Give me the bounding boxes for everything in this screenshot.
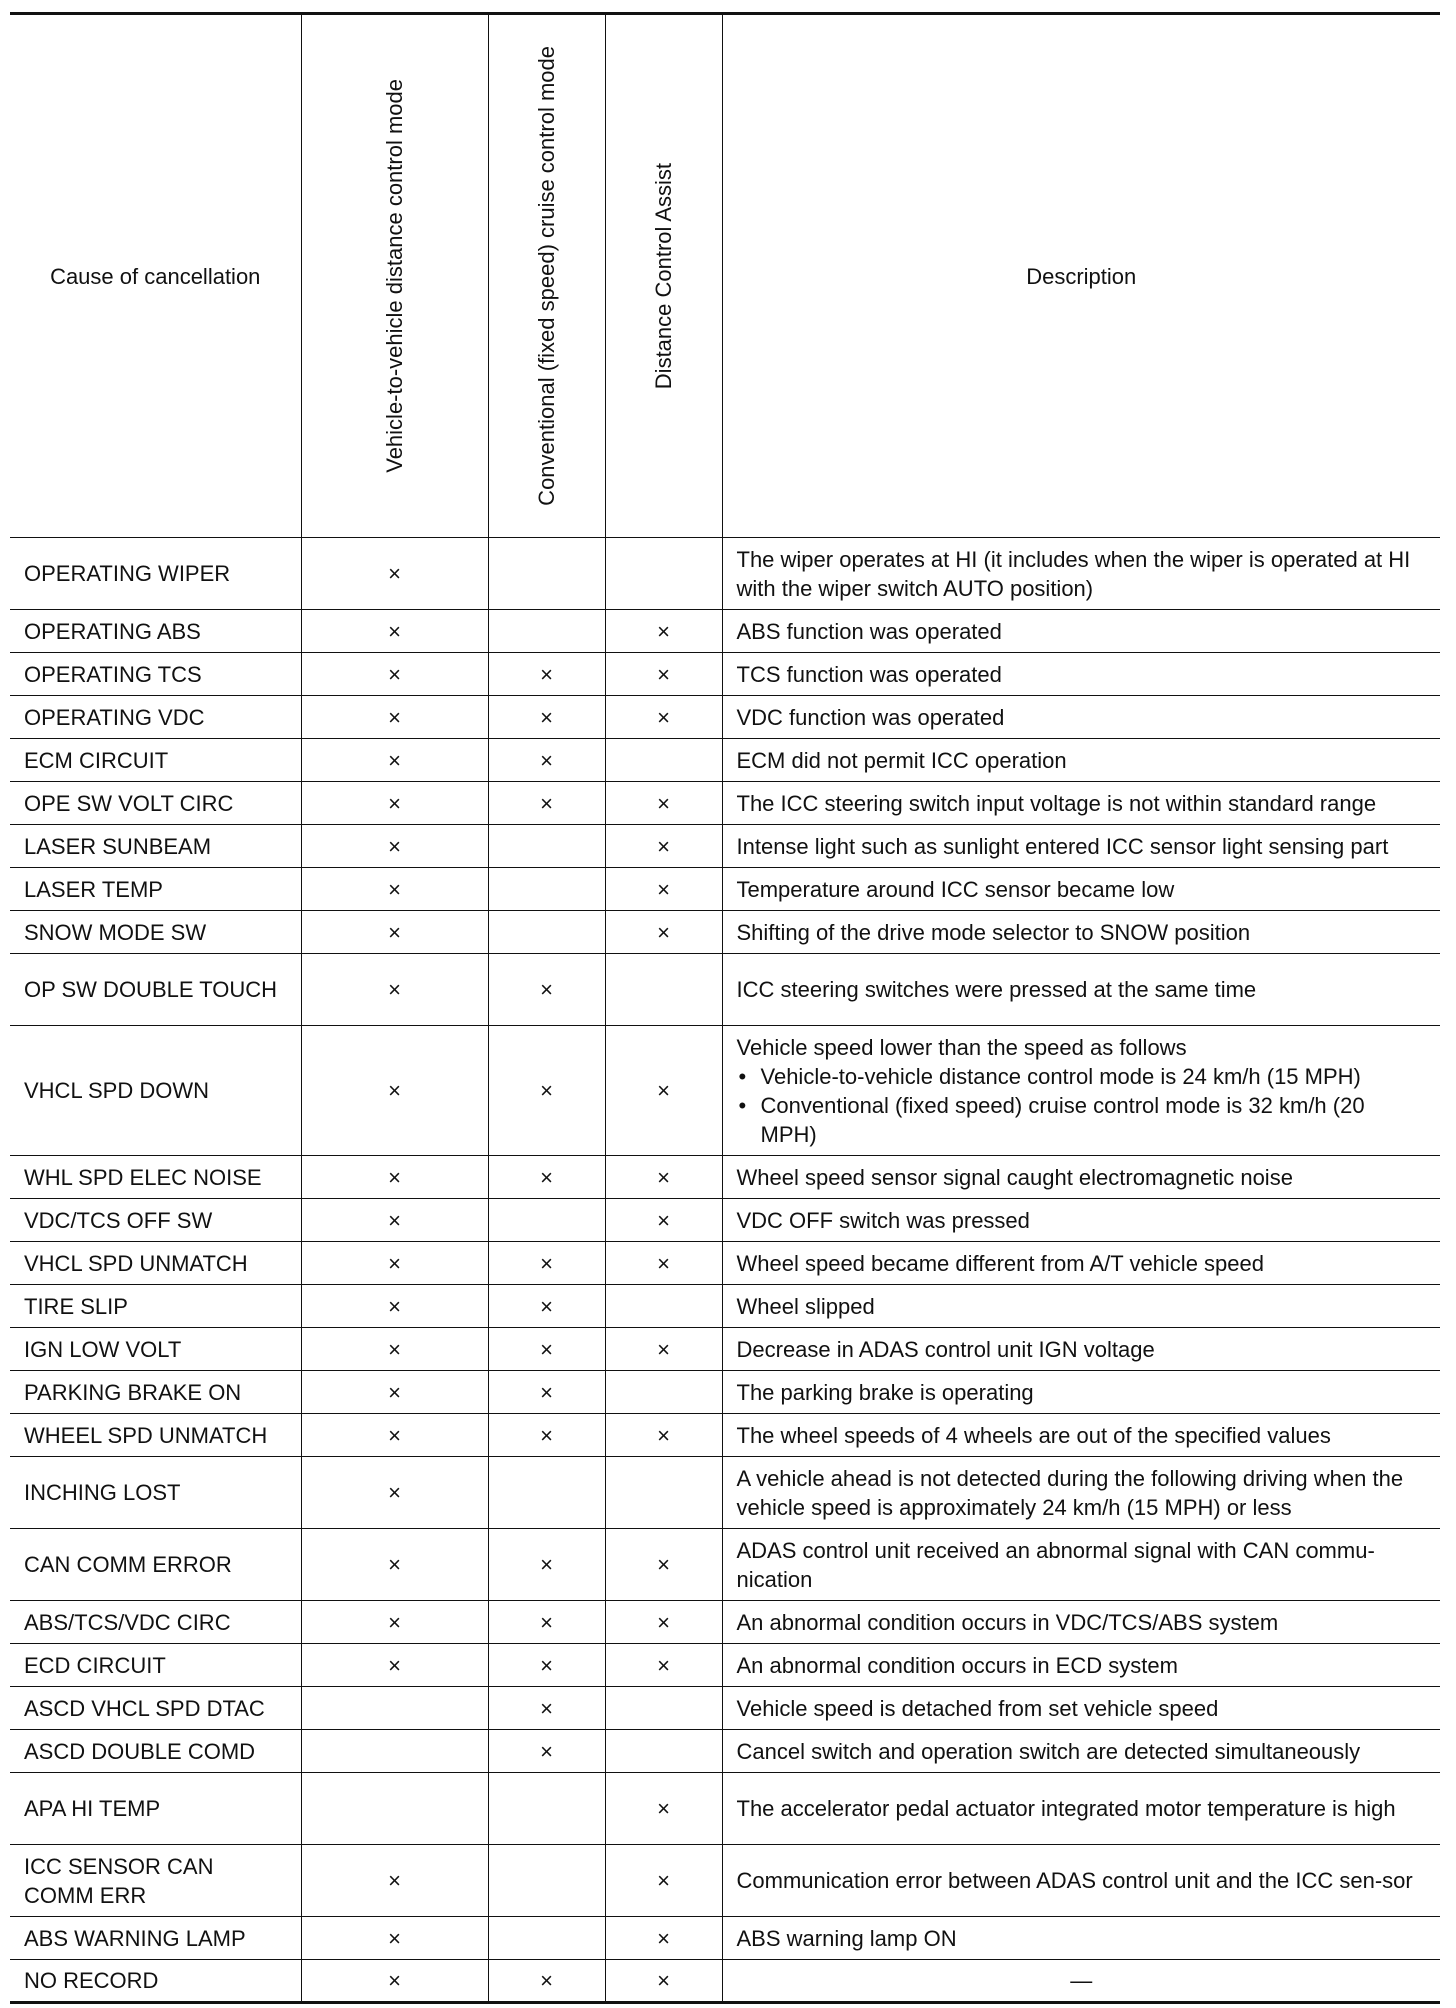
mode-a-mark xyxy=(301,1687,488,1730)
mode-b-mark xyxy=(488,911,605,954)
description-text: TCS function was operated xyxy=(736,661,1002,687)
description-cell xyxy=(722,1960,1440,2003)
description-cell xyxy=(722,1414,1440,1457)
mode-b-mark: × xyxy=(488,782,605,825)
mode-c-mark xyxy=(605,954,722,1026)
description-text: Vehicle speed is detached from set vehicle speed xyxy=(736,1695,1219,1721)
mode-a-mark xyxy=(301,1730,488,1773)
cause-cell: SNOW MODE SW xyxy=(10,911,301,954)
description-cell xyxy=(722,1199,1440,1242)
description-text: A vehicle ahead is not detected during the following driving when the vehicle speed is approximately 24 km/h (15 MPH) or less xyxy=(736,1465,1404,1520)
description-cell xyxy=(722,1328,1440,1371)
header-cause: Cause of cancellation xyxy=(10,14,301,538)
table-row xyxy=(10,1457,1440,1529)
header-mode-a-label: Vehicle-to-vehicle distance control mode xyxy=(382,79,407,473)
description-text: The parking brake is operating xyxy=(736,1379,1034,1405)
table-row xyxy=(10,653,1440,696)
mode-c-mark: × xyxy=(605,1156,722,1199)
table-row xyxy=(10,1328,1440,1371)
mode-a-mark: × xyxy=(301,1285,488,1328)
table-row xyxy=(10,1414,1440,1457)
description-text: The wiper operates at HI (it includes when the wiper is operated at HI with the wiper switch AUTO position) xyxy=(736,546,1411,601)
description-cell xyxy=(722,538,1440,610)
description-text: The wheel speeds of 4 wheels are out of the specified values xyxy=(736,1422,1331,1448)
description-cell xyxy=(722,782,1440,825)
mode-c-mark: × xyxy=(605,911,722,954)
header-mode-c-label: Distance Control Assist xyxy=(651,162,676,390)
mode-a-mark: × xyxy=(301,868,488,911)
description-text: Wheel speed became different from A/T vehicle speed xyxy=(736,1250,1264,1276)
description-text: Shifting of the drive mode selector to SNOW position xyxy=(736,919,1251,945)
mode-c-mark: × xyxy=(605,1773,722,1845)
mode-a-mark: × xyxy=(301,825,488,868)
cause-cell: ECM CIRCUIT xyxy=(10,739,301,782)
mode-a-mark: × xyxy=(301,1199,488,1242)
table-row xyxy=(10,610,1440,653)
cause-cell: OP SW DOUBLE TOUCH xyxy=(10,954,301,1026)
description-cell xyxy=(722,954,1440,1026)
description-cell xyxy=(722,1457,1440,1529)
header-mode-c xyxy=(605,14,722,538)
mode-a-mark: × xyxy=(301,739,488,782)
table-row xyxy=(10,1156,1440,1199)
cause-cell: VHCL SPD DOWN xyxy=(10,1026,301,1156)
mode-b-mark xyxy=(488,1917,605,1960)
header-mode-b xyxy=(488,14,605,538)
mode-a-mark: × xyxy=(301,1960,488,2003)
mode-c-mark: × xyxy=(605,1242,722,1285)
description-cell xyxy=(722,1242,1440,1285)
mode-c-mark xyxy=(605,739,722,782)
description-cell xyxy=(722,1371,1440,1414)
table-row xyxy=(10,1026,1440,1156)
mode-b-mark: × xyxy=(488,1730,605,1773)
mode-b-mark: × xyxy=(488,1529,605,1601)
description-bullet-item: • Vehicle-to-vehicle distance control mode is 24 km/h (15 MPH) xyxy=(737,1062,1427,1091)
description-text: ECM did not permit ICC operation xyxy=(736,747,1067,773)
header-mode-a xyxy=(301,14,488,538)
mode-b-mark: × xyxy=(488,1644,605,1687)
mode-b-mark xyxy=(488,1773,605,1845)
mode-c-mark: × xyxy=(605,782,722,825)
description-cell xyxy=(722,825,1440,868)
description-text: Vehicle speed lower than the speed as follows xyxy=(736,1034,1187,1060)
table-row xyxy=(10,1371,1440,1414)
cause-cell: CAN COMM ERROR xyxy=(10,1529,301,1601)
mode-a-mark: × xyxy=(301,1328,488,1371)
description-text: Cancel switch and operation switch are detected simultaneously xyxy=(736,1738,1361,1764)
cause-cell: APA HI TEMP xyxy=(10,1773,301,1845)
cancellation-cause-table xyxy=(10,12,1440,2004)
description-text: The ICC steering switch input voltage is not within standard range xyxy=(736,790,1377,816)
description-cell xyxy=(722,1917,1440,1960)
description-cell xyxy=(722,1026,1440,1156)
mode-a-mark: × xyxy=(301,1026,488,1156)
description-text: An abnormal condition occurs in ECD system xyxy=(736,1652,1178,1678)
description-cell xyxy=(722,1285,1440,1328)
cause-cell: ABS/TCS/VDC CIRC xyxy=(10,1601,301,1644)
description-cell xyxy=(722,1529,1440,1601)
cause-cell: OPERATING WIPER xyxy=(10,538,301,610)
description-bullets xyxy=(737,1062,1427,1149)
mode-b-mark: × xyxy=(488,696,605,739)
description-cell xyxy=(722,1773,1440,1845)
mode-a-mark xyxy=(301,1773,488,1845)
cause-cell: OPERATING VDC xyxy=(10,696,301,739)
table-row xyxy=(10,696,1440,739)
mode-c-mark: × xyxy=(605,868,722,911)
description-text: Communication error between ADAS control unit and the ICC sen-sor xyxy=(736,1868,1413,1893)
mode-c-mark: × xyxy=(605,1199,722,1242)
mode-c-mark: × xyxy=(605,1960,722,2003)
table-row xyxy=(10,1917,1440,1960)
mode-b-mark: × xyxy=(488,1242,605,1285)
description-text: Wheel slipped xyxy=(736,1293,875,1319)
description-text: ABS warning lamp ON xyxy=(736,1925,957,1951)
description-cell xyxy=(722,696,1440,739)
mode-c-mark xyxy=(605,1730,722,1773)
table-row xyxy=(10,954,1440,1026)
description-cell xyxy=(722,1730,1440,1773)
description-text: VDC function was operated xyxy=(736,704,1005,730)
mode-b-mark xyxy=(488,610,605,653)
mode-b-mark: × xyxy=(488,1328,605,1371)
table-row xyxy=(10,1529,1440,1601)
table-row xyxy=(10,825,1440,868)
cause-cell: ASCD DOUBLE COMD xyxy=(10,1730,301,1773)
table-row xyxy=(10,1644,1440,1687)
cause-cell: IGN LOW VOLT xyxy=(10,1328,301,1371)
table-row xyxy=(10,868,1440,911)
mode-a-mark: × xyxy=(301,1242,488,1285)
table-body xyxy=(10,538,1440,2003)
description-text: VDC OFF switch was pressed xyxy=(736,1207,1030,1233)
description-cell xyxy=(722,911,1440,954)
mode-c-mark xyxy=(605,1687,722,1730)
cause-cell: OPERATING ABS xyxy=(10,610,301,653)
description-cell xyxy=(722,1644,1440,1687)
description-text: Wheel speed sensor signal caught electromagnetic noise xyxy=(736,1164,1293,1190)
description-text: ADAS control unit received an abnormal signal with CAN commu-nication xyxy=(736,1537,1375,1592)
table-header-row xyxy=(10,14,1440,538)
description-text: Intense light such as sunlight entered ICC sensor light sensing part xyxy=(736,833,1389,859)
mode-b-mark: × xyxy=(488,653,605,696)
mode-b-mark xyxy=(488,825,605,868)
mode-b-mark: × xyxy=(488,1285,605,1328)
cause-cell: WHEEL SPD UNMATCH xyxy=(10,1414,301,1457)
cause-cell: LASER SUNBEAM xyxy=(10,825,301,868)
table-row xyxy=(10,1601,1440,1644)
mode-c-mark: × xyxy=(605,1328,722,1371)
mode-b-mark: × xyxy=(488,1601,605,1644)
cause-cell: TIRE SLIP xyxy=(10,1285,301,1328)
description-text: Temperature around ICC sensor became low xyxy=(736,876,1175,902)
mode-a-mark: × xyxy=(301,911,488,954)
description-cell xyxy=(722,610,1440,653)
table-row xyxy=(10,1845,1440,1917)
description-cell xyxy=(722,1845,1440,1917)
mode-c-mark: × xyxy=(605,1845,722,1917)
mode-a-mark: × xyxy=(301,1845,488,1917)
mode-c-mark: × xyxy=(605,1601,722,1644)
table-row xyxy=(10,1730,1440,1773)
mode-b-mark: × xyxy=(488,954,605,1026)
cause-cell: VDC/TCS OFF SW xyxy=(10,1199,301,1242)
mode-c-mark xyxy=(605,1371,722,1414)
description-text: — xyxy=(1070,1968,1093,1993)
mode-b-mark xyxy=(488,1199,605,1242)
cause-cell: ABS WARNING LAMP xyxy=(10,1917,301,1960)
cause-cell: ICC SENSOR CAN COMM ERR xyxy=(10,1845,301,1917)
table-row xyxy=(10,1199,1440,1242)
mode-b-mark xyxy=(488,868,605,911)
table-row xyxy=(10,538,1440,610)
description-bullet-item: • Conventional (fixed speed) cruise control mode is 32 km/h (20 MPH) xyxy=(737,1091,1427,1149)
cause-cell: ECD CIRCUIT xyxy=(10,1644,301,1687)
mode-b-mark xyxy=(488,1457,605,1529)
mode-c-mark xyxy=(605,1285,722,1328)
description-cell xyxy=(722,1601,1440,1644)
mode-a-mark: × xyxy=(301,1644,488,1687)
table-row xyxy=(10,1687,1440,1730)
description-text: Decrease in ADAS control unit IGN voltage xyxy=(736,1336,1155,1362)
description-cell xyxy=(722,1687,1440,1730)
cause-cell: PARKING BRAKE ON xyxy=(10,1371,301,1414)
table-row xyxy=(10,1773,1440,1845)
description-cell xyxy=(722,868,1440,911)
cause-cell: VHCL SPD UNMATCH xyxy=(10,1242,301,1285)
table-row xyxy=(10,1242,1440,1285)
cause-cell: OPE SW VOLT CIRC xyxy=(10,782,301,825)
mode-b-mark: × xyxy=(488,1960,605,2003)
mode-b-mark: × xyxy=(488,1687,605,1730)
mode-a-mark: × xyxy=(301,1457,488,1529)
mode-a-mark: × xyxy=(301,653,488,696)
mode-b-mark: × xyxy=(488,1371,605,1414)
mode-c-mark xyxy=(605,1457,722,1529)
cause-cell: LASER TEMP xyxy=(10,868,301,911)
cause-cell: WHL SPD ELEC NOISE xyxy=(10,1156,301,1199)
mode-c-mark: × xyxy=(605,1917,722,1960)
mode-c-mark: × xyxy=(605,696,722,739)
mode-c-mark: × xyxy=(605,1644,722,1687)
cause-cell: OPERATING TCS xyxy=(10,653,301,696)
mode-a-mark: × xyxy=(301,1371,488,1414)
mode-c-mark: × xyxy=(605,825,722,868)
header-mode-b-label: Conventional (fixed speed) cruise control mode xyxy=(534,46,559,506)
description-cell xyxy=(722,739,1440,782)
mode-a-mark: × xyxy=(301,538,488,610)
table-row xyxy=(10,1285,1440,1328)
description-text: An abnormal condition occurs in VDC/TCS/ABS system xyxy=(736,1609,1279,1635)
mode-b-mark xyxy=(488,1845,605,1917)
mode-b-mark: × xyxy=(488,1414,605,1457)
mode-a-mark: × xyxy=(301,1156,488,1199)
description-text: ICC steering switches were pressed at the same time xyxy=(736,977,1257,1002)
table-row xyxy=(10,739,1440,782)
mode-c-mark: × xyxy=(605,1026,722,1156)
mode-c-mark: × xyxy=(605,653,722,696)
mode-a-mark: × xyxy=(301,954,488,1026)
description-text: The accelerator pedal actuator integrated motor temperature is high xyxy=(736,1796,1396,1821)
description-cell xyxy=(722,1156,1440,1199)
table-row xyxy=(10,1960,1440,2003)
mode-a-mark: × xyxy=(301,1601,488,1644)
mode-b-mark: × xyxy=(488,1156,605,1199)
description-cell xyxy=(722,653,1440,696)
mode-a-mark: × xyxy=(301,1414,488,1457)
mode-c-mark xyxy=(605,538,722,610)
cause-cell: NO RECORD xyxy=(10,1960,301,2003)
header-description: Description xyxy=(722,14,1440,538)
mode-a-mark: × xyxy=(301,1529,488,1601)
mode-c-mark: × xyxy=(605,1414,722,1457)
description-text: ABS function was operated xyxy=(736,618,1002,644)
table-row xyxy=(10,782,1440,825)
mode-a-mark: × xyxy=(301,1917,488,1960)
mode-a-mark: × xyxy=(301,610,488,653)
cause-cell: INCHING LOST xyxy=(10,1457,301,1529)
cause-cell: ASCD VHCL SPD DTAC xyxy=(10,1687,301,1730)
mode-a-mark: × xyxy=(301,782,488,825)
mode-a-mark: × xyxy=(301,696,488,739)
table-row xyxy=(10,911,1440,954)
mode-c-mark: × xyxy=(605,1529,722,1601)
mode-b-mark xyxy=(488,538,605,610)
mode-b-mark: × xyxy=(488,739,605,782)
mode-b-mark: × xyxy=(488,1026,605,1156)
mode-c-mark: × xyxy=(605,610,722,653)
